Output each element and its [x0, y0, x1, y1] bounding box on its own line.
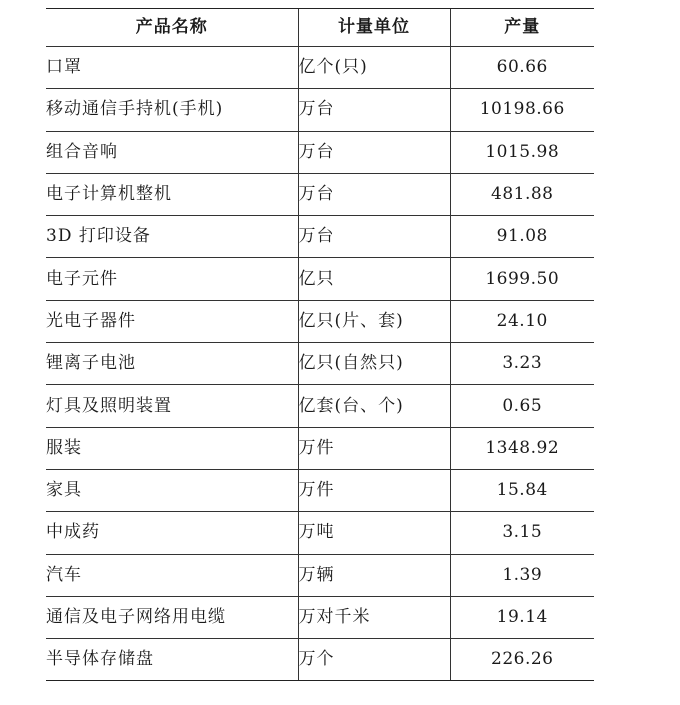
- output-value-cell: 19.14: [450, 596, 594, 638]
- unit-cell: 万对千米: [298, 596, 450, 638]
- unit-cell: 万个: [298, 639, 450, 681]
- unit-cell: 万辆: [298, 554, 450, 596]
- table-row: [46, 216, 594, 258]
- output-value-cell: 24.10: [450, 300, 594, 342]
- output-value-cell: 91.08: [450, 216, 594, 258]
- table-row: [46, 385, 594, 427]
- unit-cell: 万件: [298, 469, 450, 511]
- product-name-cell: 通信及电子网络用电缆: [46, 596, 298, 638]
- output-value-cell: 0.65: [450, 385, 594, 427]
- product-name-cell: 组合音响: [46, 131, 298, 173]
- table-row: [46, 554, 594, 596]
- output-value-cell: 1348.92: [450, 427, 594, 469]
- table-row: [46, 343, 594, 385]
- product-name-cell: 中成药: [46, 512, 298, 554]
- table-body: [46, 47, 594, 681]
- output-value-cell: 3.23: [450, 343, 594, 385]
- table-row: [46, 131, 594, 173]
- product-name-cell: 家具: [46, 469, 298, 511]
- product-name-cell: 移动通信手持机(手机): [46, 89, 298, 131]
- product-name-cell: 电子元件: [46, 258, 298, 300]
- unit-cell: 万台: [298, 173, 450, 215]
- output-value-cell: 60.66: [450, 47, 594, 89]
- table-row: [46, 89, 594, 131]
- output-value-cell: 1015.98: [450, 131, 594, 173]
- header-product-name: 产品名称: [46, 9, 298, 47]
- product-name-cell: 服装: [46, 427, 298, 469]
- unit-cell: 亿个(只): [298, 47, 450, 89]
- output-value-cell: 3.15: [450, 512, 594, 554]
- unit-cell: 亿只(自然只): [298, 343, 450, 385]
- table-row: [46, 512, 594, 554]
- product-name-cell: 3D 打印设备: [46, 216, 298, 258]
- unit-cell: 万件: [298, 427, 450, 469]
- output-value-cell: 481.88: [450, 173, 594, 215]
- unit-cell: 万台: [298, 216, 450, 258]
- output-value-cell: 10198.66: [450, 89, 594, 131]
- unit-cell: 万台: [298, 89, 450, 131]
- table-row: [46, 469, 594, 511]
- unit-cell: 亿只(片、套): [298, 300, 450, 342]
- product-name-cell: 半导体存储盘: [46, 639, 298, 681]
- product-name-cell: 灯具及照明装置: [46, 385, 298, 427]
- output-value-cell: 1.39: [450, 554, 594, 596]
- product-name-cell: 口罩: [46, 47, 298, 89]
- header-output: 产量: [450, 9, 594, 47]
- output-value-cell: 226.26: [450, 639, 594, 681]
- product-output-table: [46, 8, 594, 681]
- table-row: [46, 258, 594, 300]
- table-row: [46, 639, 594, 681]
- output-value-cell: 1699.50: [450, 258, 594, 300]
- product-name-cell: 光电子器件: [46, 300, 298, 342]
- unit-cell: 亿套(台、个): [298, 385, 450, 427]
- table-caption-clipped: [0, 0, 680, 8]
- table-header-row: [46, 9, 594, 47]
- table-row: [46, 427, 594, 469]
- output-value-cell: 15.84: [450, 469, 594, 511]
- product-name-cell: 锂离子电池: [46, 343, 298, 385]
- unit-cell: 万台: [298, 131, 450, 173]
- table-row: [46, 300, 594, 342]
- product-name-cell: 电子计算机整机: [46, 173, 298, 215]
- product-name-cell: 汽车: [46, 554, 298, 596]
- unit-cell: 万吨: [298, 512, 450, 554]
- table-row: [46, 173, 594, 215]
- table-row: [46, 596, 594, 638]
- table-row: [46, 47, 594, 89]
- header-unit: 计量单位: [298, 9, 450, 47]
- unit-cell: 亿只: [298, 258, 450, 300]
